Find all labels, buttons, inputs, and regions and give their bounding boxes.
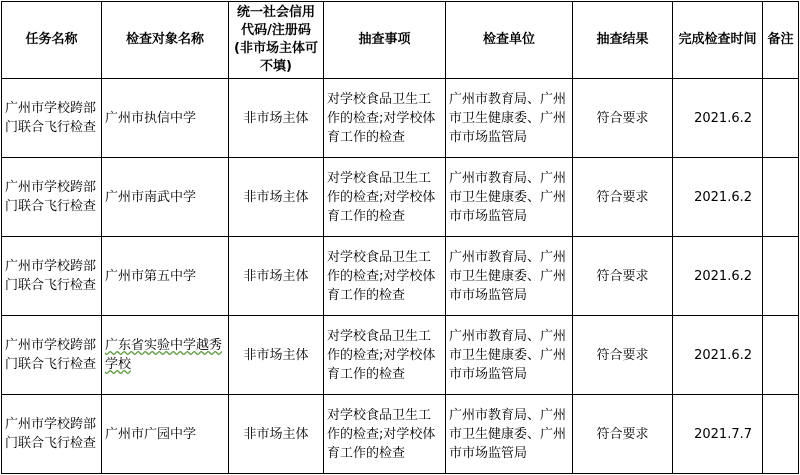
cell-object-name: 广州市南武中学: [102, 158, 229, 237]
cell-inspection-item: 对学校食品卫生工作的检查;对学校体育工作的检查: [324, 237, 446, 316]
cell-remarks: [763, 316, 799, 395]
cell-inspection-unit: 广州市教育局、广州市卫生健康委、广州市市场监管局: [446, 158, 573, 237]
cell-task-name: 广州市学校跨部门联合飞行检查: [2, 395, 102, 474]
header-result: 抽查结果: [573, 2, 673, 79]
header-completion-time: 完成检查时间: [673, 2, 763, 79]
inspection-results-document: [0, 1, 800, 475]
cell-inspection-unit: 广州市教育局、广州市卫生健康委、广州市市场监管局: [446, 79, 573, 158]
cell-inspection-item: 对学校食品卫生工作的检查;对学校体育工作的检查: [324, 79, 446, 158]
table-row: [2, 316, 799, 395]
inspection-results-table: [1, 1, 799, 474]
cell-result: 符合要求: [573, 237, 673, 316]
cell-completion-time: 2021.6.2: [673, 158, 763, 237]
cell-inspection-item: 对学校食品卫生工作的检查;对学校体育工作的检查: [324, 395, 446, 474]
cell-inspection-unit: 广州市教育局、广州市卫生健康委、广州市市场监管局: [446, 395, 573, 474]
cell-inspection-item: 对学校食品卫生工作的检查;对学校体育工作的检查: [324, 316, 446, 395]
header-object-name: 检查对象名称: [102, 2, 229, 79]
header-inspection-item: 抽查事项: [324, 2, 446, 79]
table-row: [2, 395, 799, 474]
cell-credit-code: 非市场主体: [229, 79, 324, 158]
header-credit-code: 统一社会信用代码/注册码(非市场主体可不填): [229, 2, 324, 79]
cell-inspection-unit: 广州市教育局、广州市卫生健康委、广州市市场监管局: [446, 316, 573, 395]
cell-inspection-unit: 广州市教育局、广州市卫生健康委、广州市市场监管局: [446, 237, 573, 316]
cell-completion-time: 2021.6.2: [673, 237, 763, 316]
cell-completion-time: 2021.7.7: [673, 395, 763, 474]
header-inspection-unit: 检查单位: [446, 2, 573, 79]
cell-remarks: [763, 79, 799, 158]
cell-result: 符合要求: [573, 158, 673, 237]
cell-object-name: 广州市执信中学: [102, 79, 229, 158]
cell-credit-code: 非市场主体: [229, 395, 324, 474]
cell-object-name: 广州市第五中学: [102, 237, 229, 316]
table-row: [2, 158, 799, 237]
cell-task-name: 广州市学校跨部门联合飞行检查: [2, 237, 102, 316]
cell-remarks: [763, 395, 799, 474]
cell-result: 符合要求: [573, 316, 673, 395]
table-row: [2, 237, 799, 316]
cell-object-name: [102, 316, 229, 395]
cell-object-name: 广州市广园中学: [102, 395, 229, 474]
table-header-row: [2, 2, 799, 79]
cell-remarks: [763, 158, 799, 237]
cell-completion-time: 2021.6.2: [673, 316, 763, 395]
table-row: [2, 79, 799, 158]
cell-task-name: 广州市学校跨部门联合飞行检查: [2, 158, 102, 237]
cell-remarks: [763, 237, 799, 316]
cell-result: 符合要求: [573, 79, 673, 158]
cell-completion-time: 2021.6.2: [673, 79, 763, 158]
header-task-name: 任务名称: [2, 2, 102, 79]
cell-result: 符合要求: [573, 395, 673, 474]
object-name-text: 广东省实验中学越秀学校: [105, 338, 223, 372]
cell-credit-code: 非市场主体: [229, 158, 324, 237]
cell-task-name: 广州市学校跨部门联合飞行检查: [2, 79, 102, 158]
header-remarks: 备注: [763, 2, 799, 79]
cell-inspection-item: 对学校食品卫生工作的检查;对学校体育工作的检查: [324, 158, 446, 237]
cell-task-name: 广州市学校跨部门联合飞行检查: [2, 316, 102, 395]
cell-credit-code: 非市场主体: [229, 237, 324, 316]
cell-credit-code: 非市场主体: [229, 316, 324, 395]
